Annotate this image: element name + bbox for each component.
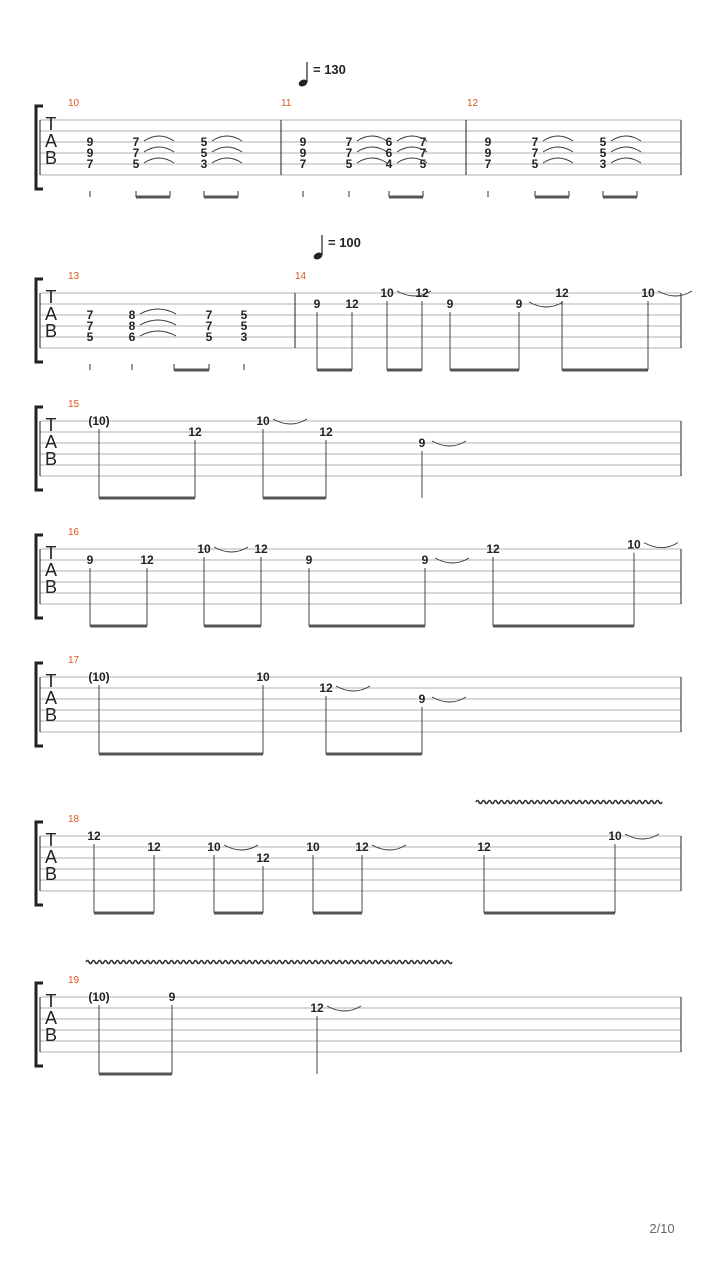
measure-number: 14 <box>295 271 307 282</box>
fret-number: 9 <box>446 297 454 311</box>
fret-number: 12 <box>345 297 359 311</box>
fret-number: 7 <box>132 146 140 160</box>
fret-number: 7 <box>419 135 427 149</box>
tie <box>644 543 678 548</box>
tie <box>357 136 387 141</box>
tab-clef-letter: T <box>45 830 57 850</box>
fret-number: 12 <box>415 286 429 300</box>
fret-number: 7 <box>205 319 213 333</box>
fret-number: 5 <box>599 135 607 149</box>
tab-system <box>36 975 681 1074</box>
tie <box>372 845 406 850</box>
fret-number: 7 <box>531 135 539 149</box>
fret-number: 10 <box>306 840 320 854</box>
tab-clef-letter: B <box>44 577 58 597</box>
fret-number: 12 <box>256 851 270 865</box>
fret-number: 12 <box>486 542 500 556</box>
tab-clef-letter: T <box>45 415 57 435</box>
fret-number: 9 <box>86 553 94 567</box>
tab-clef-letter: A <box>44 1008 58 1028</box>
tie <box>336 686 370 691</box>
fret-number: 12 <box>87 829 101 843</box>
fret-number: 9 <box>484 146 492 160</box>
tie <box>543 147 573 152</box>
tie <box>273 419 307 424</box>
tie <box>212 158 242 163</box>
fret-number: 8 <box>128 308 136 322</box>
measure-number: 13 <box>68 271 80 282</box>
fret-number: 7 <box>419 146 427 160</box>
tie <box>529 302 563 307</box>
fret-number: 9 <box>313 297 321 311</box>
tab-clef-letter: T <box>45 543 57 563</box>
fret-number: 3 <box>240 330 248 344</box>
fret-number: 9 <box>418 436 426 450</box>
tie <box>543 158 573 163</box>
fret-number: 5 <box>86 330 94 344</box>
fret-number: 12 <box>140 553 154 567</box>
fret-number: 9 <box>305 553 313 567</box>
fret-number: 7 <box>345 146 353 160</box>
tempo-value: = 100 <box>328 235 361 250</box>
fret-number: 9 <box>299 146 307 160</box>
tab-clef-letter: A <box>44 688 58 708</box>
fret-number: 7 <box>345 135 353 149</box>
tie <box>611 158 641 163</box>
fret-number: 5 <box>132 157 140 171</box>
fret-number: (10) <box>88 414 110 428</box>
fret-number: 12 <box>355 840 369 854</box>
measure-number: 19 <box>68 975 80 986</box>
fret-number: 12 <box>254 542 268 556</box>
measure-number: 10 <box>68 98 80 109</box>
tie <box>625 834 659 839</box>
tie <box>140 309 176 314</box>
fret-number: 10 <box>380 286 394 300</box>
tab-clef-letter: T <box>45 991 57 1011</box>
fret-number: 3 <box>200 157 208 171</box>
tab-clef-letter: B <box>44 1025 58 1045</box>
fret-number: 9 <box>421 553 429 567</box>
fret-number: 6 <box>128 330 136 344</box>
tie <box>144 136 174 141</box>
tab-system <box>36 399 681 498</box>
measure-number: 16 <box>68 527 80 538</box>
fret-number: 10 <box>608 829 622 843</box>
tie <box>357 147 387 152</box>
tab-clef-letter: B <box>44 321 58 341</box>
fret-number: 9 <box>86 146 94 160</box>
tie <box>212 136 242 141</box>
fret-number: 7 <box>531 146 539 160</box>
fret-number: 12 <box>319 425 333 439</box>
fret-number: 8 <box>128 319 136 333</box>
fret-number: 5 <box>200 146 208 160</box>
fret-number: 9 <box>86 135 94 149</box>
fret-number: 3 <box>599 157 607 171</box>
fret-number: 7 <box>205 308 213 322</box>
fret-number: 5 <box>345 157 353 171</box>
fret-number: 5 <box>205 330 213 344</box>
fret-number: 9 <box>168 990 176 1004</box>
fret-number: 12 <box>310 1001 324 1015</box>
fret-number: 10 <box>641 286 655 300</box>
fret-number: 9 <box>299 135 307 149</box>
tab-clef-letter: B <box>44 705 58 725</box>
fret-number: 5 <box>200 135 208 149</box>
fret-number: 5 <box>419 157 427 171</box>
fret-number: 7 <box>86 157 94 171</box>
tempo-marking <box>298 62 346 88</box>
tie <box>224 845 258 850</box>
tempo-marking <box>313 235 361 261</box>
tab-clef-letter: A <box>44 131 58 151</box>
tab-clef-letter: T <box>45 114 57 134</box>
tab-clef-letter: A <box>44 560 58 580</box>
tab-system <box>36 655 681 754</box>
tie <box>214 547 248 552</box>
vibrato-line <box>86 961 452 964</box>
tab-clef-letter: B <box>44 148 58 168</box>
tie <box>543 136 573 141</box>
tab-clef-letter: T <box>45 671 57 691</box>
fret-number: 4 <box>385 157 393 171</box>
fret-number: 5 <box>531 157 539 171</box>
fret-number: 9 <box>418 692 426 706</box>
tie <box>327 1006 361 1011</box>
tab-system <box>36 814 681 913</box>
tab-clef-letter: T <box>45 287 57 307</box>
measure-number: 12 <box>467 98 479 109</box>
tie <box>611 136 641 141</box>
tab-clef-letter: B <box>44 864 58 884</box>
tie <box>658 291 692 296</box>
vibrato-line <box>476 801 662 804</box>
tie <box>357 158 387 163</box>
tie <box>212 147 242 152</box>
tie <box>435 558 469 563</box>
tie <box>432 441 466 446</box>
measure-number: 18 <box>68 814 80 825</box>
tie <box>432 697 466 702</box>
tab-system <box>36 527 681 626</box>
fret-number: 10 <box>256 414 270 428</box>
fret-number: 7 <box>86 319 94 333</box>
tab-clef-letter: B <box>44 449 58 469</box>
fret-number: 7 <box>86 308 94 322</box>
tie <box>144 158 174 163</box>
tie <box>140 320 176 325</box>
fret-number: 7 <box>299 157 307 171</box>
fret-number: 12 <box>477 840 491 854</box>
fret-number: 5 <box>240 319 248 333</box>
fret-number: 12 <box>188 425 202 439</box>
measure-number: 11 <box>281 98 292 109</box>
tab-clef-letter: A <box>44 304 58 324</box>
tab-clef-letter: A <box>44 432 58 452</box>
fret-number: 10 <box>256 670 270 684</box>
fret-number: 9 <box>515 297 523 311</box>
fret-number: 6 <box>385 146 393 160</box>
fret-number: 10 <box>627 537 641 552</box>
tempo-value: = 130 <box>313 62 346 77</box>
fret-number: (10) <box>88 990 110 1004</box>
page-number: 2/10 <box>649 1221 675 1236</box>
tie <box>611 147 641 152</box>
fret-number: 7 <box>132 135 140 149</box>
tab-system <box>36 98 681 197</box>
fret-number: 12 <box>555 286 569 300</box>
measure-number: 17 <box>68 655 80 666</box>
fret-number: (10) <box>88 670 110 684</box>
fret-number: 12 <box>319 681 333 695</box>
tie <box>144 147 174 152</box>
fret-number: 12 <box>147 840 161 854</box>
fret-number: 10 <box>197 542 211 556</box>
fret-number: 5 <box>599 146 607 160</box>
fret-number: 9 <box>484 135 492 149</box>
tab-clef-letter: A <box>44 847 58 867</box>
fret-number: 5 <box>240 308 248 322</box>
fret-number: 6 <box>385 135 393 149</box>
tie <box>140 331 176 336</box>
measure-number: 15 <box>68 399 80 410</box>
fret-number: 10 <box>207 840 221 854</box>
tab-system <box>36 271 692 370</box>
fret-number: 7 <box>484 157 492 171</box>
